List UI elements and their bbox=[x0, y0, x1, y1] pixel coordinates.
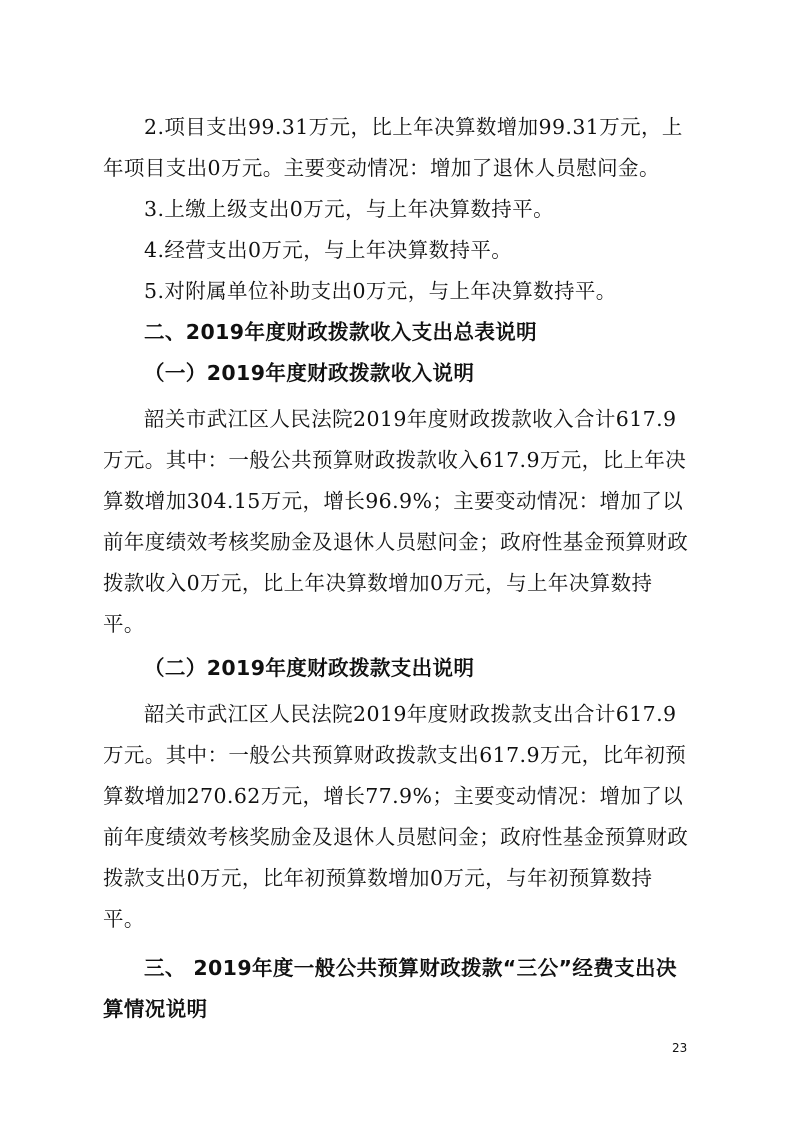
subsection-2-heading: （二）2019年度财政拨款支出说明 bbox=[144, 656, 475, 680]
paragraph-expense-explanation: 韶关市武江区人民法院2019年度财政拨款支出合计617.9万元。其中：一般公共预算财政拨款支出617.9万元，比年初预算数增加270.62万元，增长77.9%；主要变动情况：增加了以前年度绩效考核奖励金及退休人员慰问金；政府性基金预算财政拨款支出0万元，比年初预算数增加0万元，与年初预算数持平。 bbox=[103, 702, 689, 931]
subsection-1-heading: （一）2019年度财政拨款收入说明 bbox=[144, 361, 475, 385]
paragraph-higher-level-expense: 3.上缴上级支出0万元，与上年决算数持平。 bbox=[144, 197, 555, 221]
paragraph-project-expense: 2.项目支出99.31万元，比上年决算数增加99.31万元，上年项目支出0万元。主要变动情况：增加了退休人员慰问金。 bbox=[103, 115, 683, 180]
page-number: 23 bbox=[672, 1041, 688, 1055]
section-3-heading: 三、 2019年度一般公共预算财政拨款“三公”经费支出决算情况说明 bbox=[103, 956, 677, 1021]
section-2-heading: 二、2019年度财政拨款收入支出总表说明 bbox=[144, 320, 538, 344]
paragraph-operating-expense: 4.经营支出0万元，与上年决算数持平。 bbox=[144, 238, 513, 262]
paragraph-subsidiary-expense: 5.对附属单位补助支出0万元，与上年决算数持平。 bbox=[144, 279, 617, 303]
paragraph-income-explanation: 韶关市武江区人民法院2019年度财政拨款收入合计617.9万元。其中：一般公共预算财政拨款收入617.9万元，比上年决算数增加304.15万元，增长96.9%；主要变动情况：增加了以前年度绩效考核奖励金及退休人员慰问金；政府性基金预算财政拨款收入0万元，比上年决算数增加0万元，与上年决算数持平。 bbox=[103, 407, 689, 636]
